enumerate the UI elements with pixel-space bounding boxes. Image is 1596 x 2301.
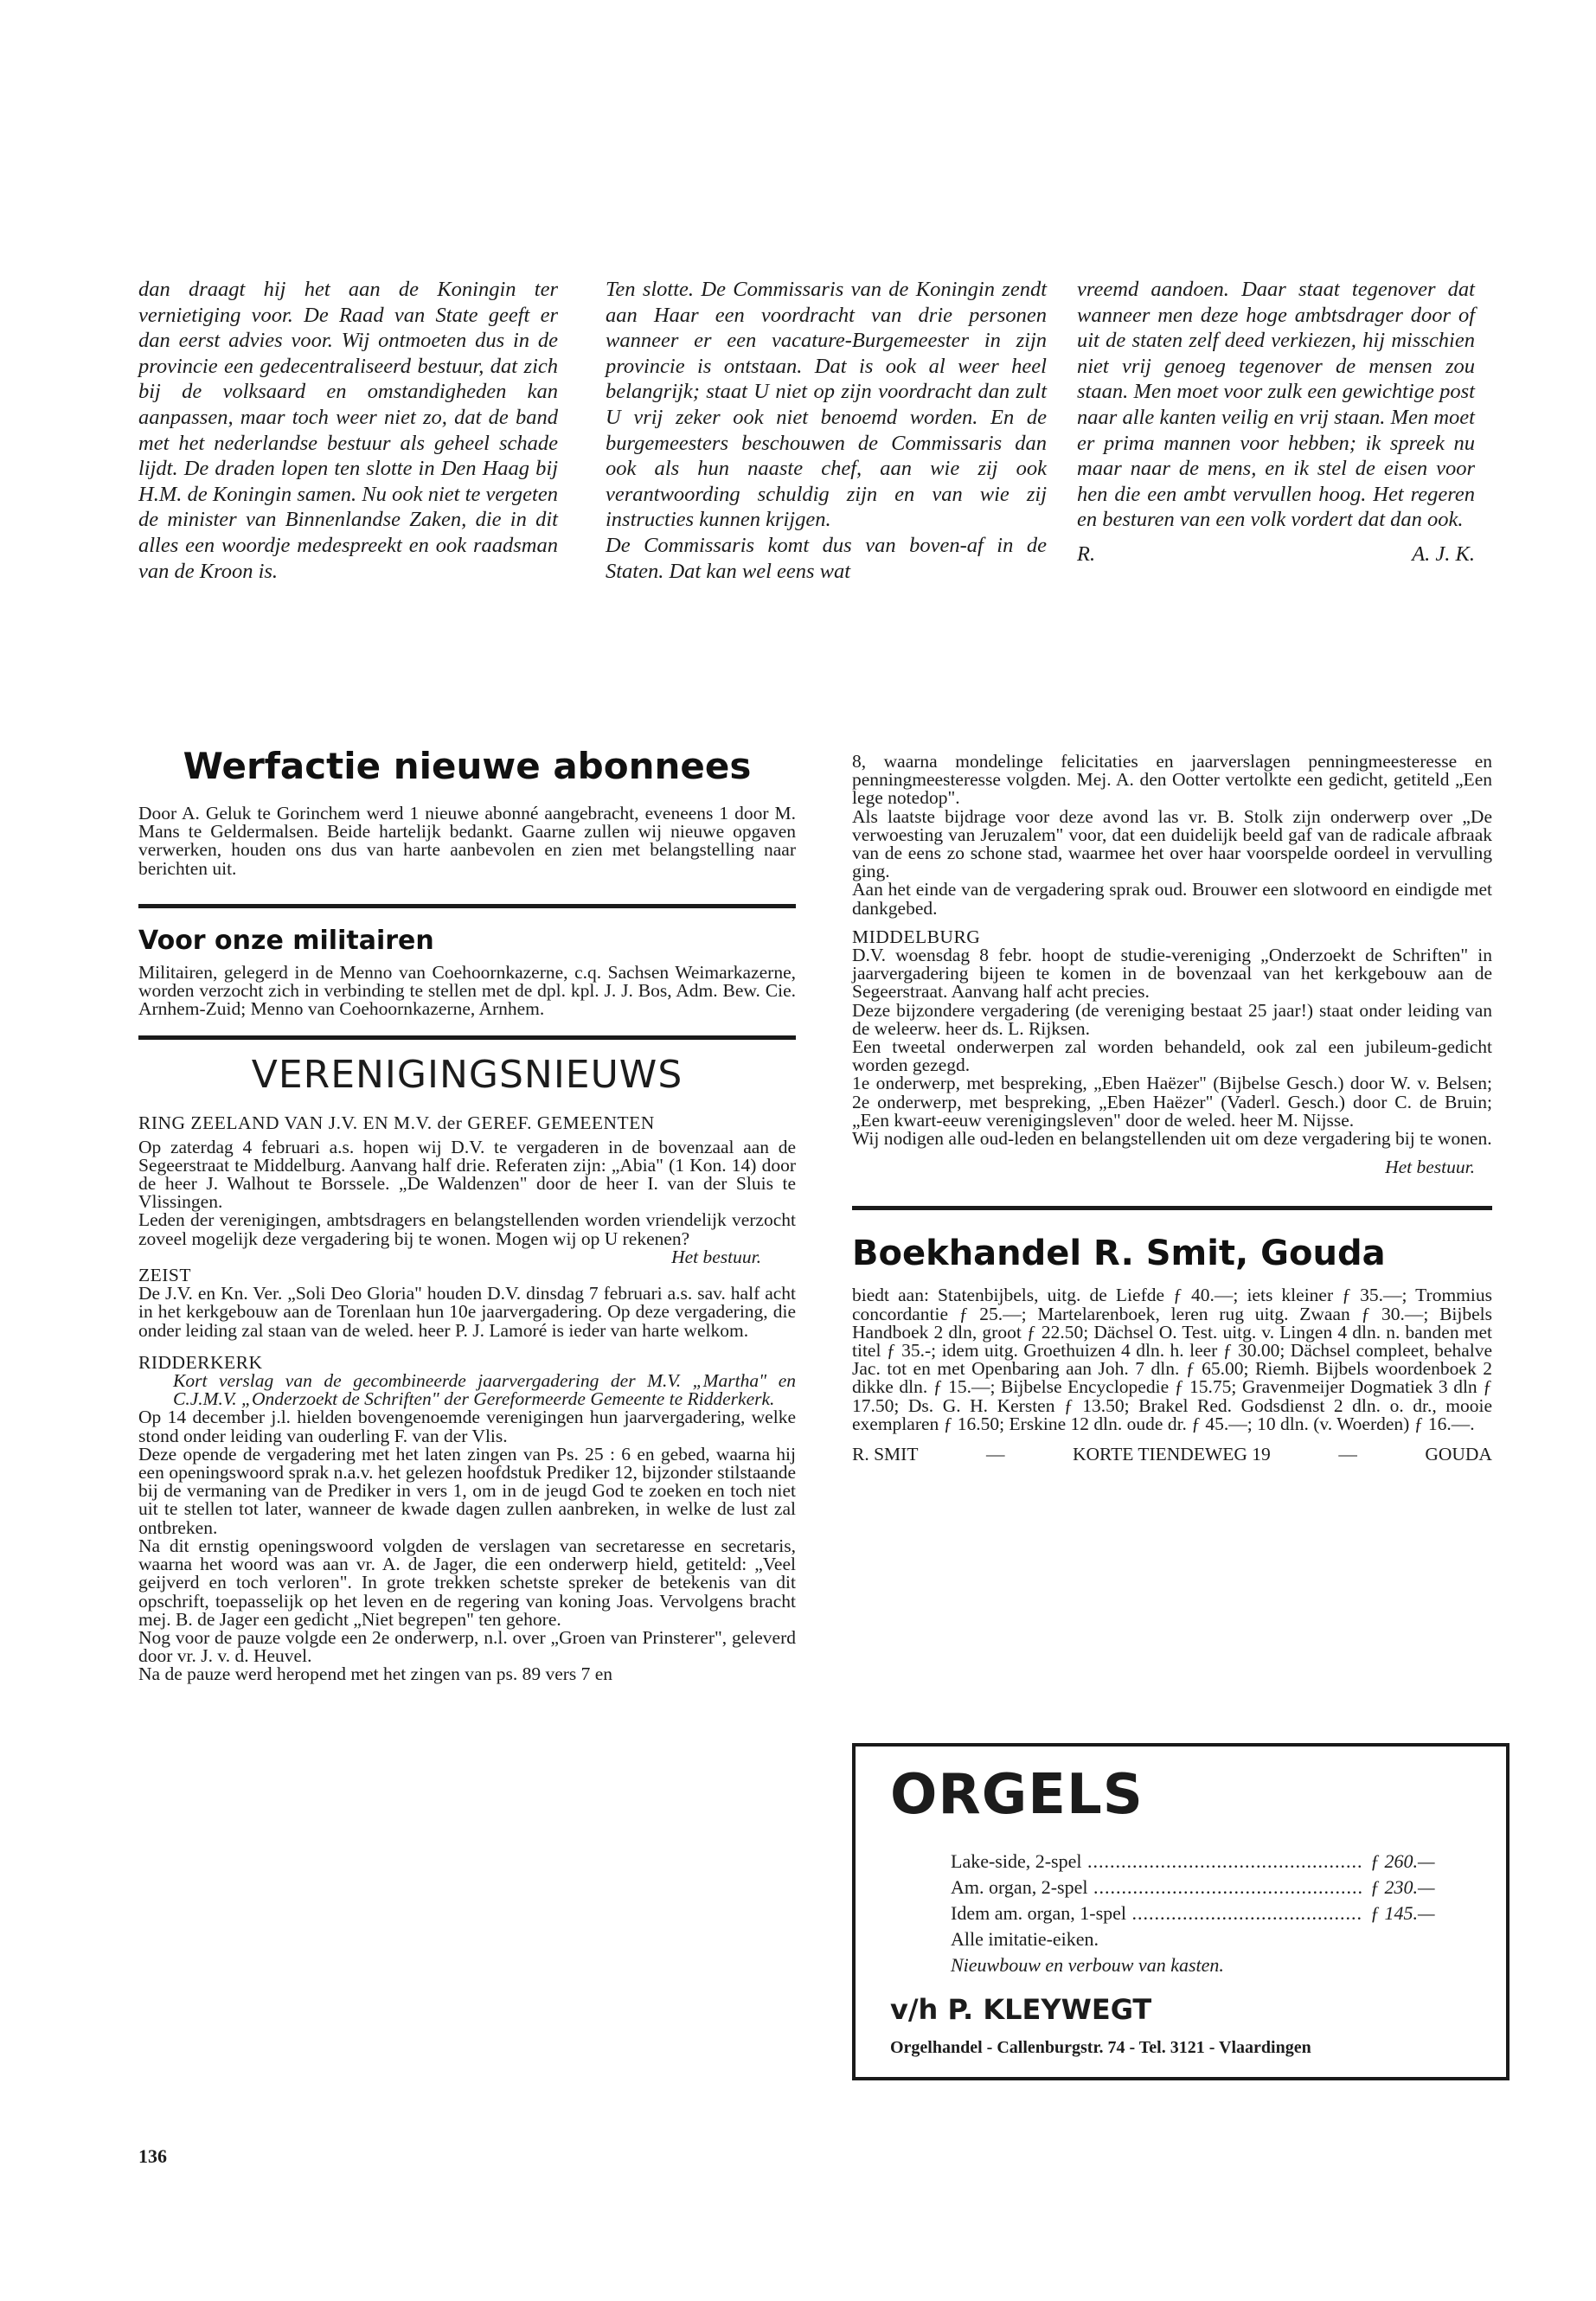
orgel-item-name: Lake-side, 2-spel ..... (951, 1849, 1363, 1875)
right-para3: Aan het einde van de vergadering sprak oud. Brouwer een slotwoord en eindigde met dankgebed. (852, 879, 1492, 919)
right-para1: 8, waarna mondelinge felicitaties en jaarverslagen penningmeesteresse en penningmeesteresse volgden. Mej. A. den Ootter vertolkte een gedicht, getiteld „Een lege notedop". (852, 751, 1492, 809)
top-article-col2 (606, 277, 1047, 584)
page-number: 136 (138, 2145, 167, 2167)
orgels-title: ORGELS (890, 1763, 1144, 1827)
signature-left: R. (1077, 542, 1096, 566)
top-article-col3 (1077, 277, 1475, 567)
footer-dash: — (985, 1444, 1005, 1465)
middelburg-para1: D.V. woensdag 8 febr. hoopt de studie-vereniging „Onderzoekt de Schriften" in jaarvergadering bijeen te komen in de bovenzaal van het kerkgebouw aan de Segeerstraat. Aanvang half acht precies. (852, 945, 1492, 1003)
ridderkerk-para5: Na de pauze werd heropend met het zingen van ps. 89 vers 7 en (138, 1663, 613, 1685)
section-divider (138, 1035, 796, 1040)
right-para2: Als laatste bijdrage voor deze avond las vr. B. Stolk zijn onderwerp over „De verwoesting van Jeruzalem" voor, dat een duidelijk beeld gaf van de radicale afbraak van de eens zo schone stad, waarmee het over haar voorspelde oordeel in vervulling ging. (852, 805, 1492, 882)
signature-right: A. J. K. (1412, 542, 1475, 566)
orgel-item-price: ƒ 260.— (1370, 1850, 1435, 1872)
ridderkerk-para2: Deze opende de vergadering met het laten zingen van Ps. 25 : 6 en gebed, waarna hij een openingswoord sprak n.a.v. het gelezen hoofdstuk Prediker 12, bijzonder stilstaande bij de vermaning van de Prediker in vers 1, om in de jeugd God te zoeken en toch niet uit te stellen tot later, wanneer de kwade dagen zullen aanbreken, in welke de lust zal ontbreken. (138, 1443, 796, 1538)
zeist-heading: ZEIST (138, 1265, 192, 1286)
militairen-text: Militairen, gelegerd in de Menno van Coehoornkazerne, c.q. Sachsen Weimarkazerne, worden verzocht zich in verbinding te stellen met de dpl. kpl. J. J. Bos, Adm. Bew. Cie. Arnhem-Zuid; Menno van Coehoornkazerne, Arnhem. (138, 961, 796, 1020)
middelburg-heading: MIDDELBURG (852, 926, 981, 947)
middelburg-signature: Het bestuur. (1385, 1157, 1475, 1178)
verenigingsnieuws-title: VERENIGINGSNIEUWS (251, 1053, 683, 1098)
orgels-ad (852, 1743, 1509, 2080)
orgel-item-price: ƒ 145.— (1370, 1902, 1435, 1924)
militairen-title: Voor onze militairen (138, 925, 434, 956)
top-article-col1 (138, 277, 558, 584)
orgels-note: Alle imitatie-eiken. (951, 1928, 1099, 1950)
orgels-note-italic: Nieuwbouw en verbouw van kasten. (951, 1954, 1224, 1976)
ridderkerk-heading: RIDDERKERK (138, 1351, 263, 1373)
boekhandel-title: Boekhandel R. Smit, Gouda (852, 1234, 1386, 1274)
orgels-company: v/h P. KLEYWEGT (890, 1993, 1152, 2026)
middelburg-para5: Wij nodigen alle oud-leden en belangstellenden uit om deze vergadering bij te wonen. (852, 1128, 1492, 1150)
werfactie-title: Werfactie nieuwe abonnees (183, 745, 752, 787)
price-row (951, 1849, 1470, 1875)
price-row (951, 1875, 1470, 1900)
ridderkerk-para4: Nog voor de pauze volgde een 2e onderwerp, n.l. over „Groen van Prinsterer", geleverd door vr. J. v. d. Heuvel. (138, 1626, 796, 1667)
boekhandel-text: biedt aan: Statenbijbels, uitg. de Liefde ƒ 40.—; iets kleiner ƒ 35.—; Trommius concordantie ƒ 25.—; Martelarenboek, leren rug uitg. Zwaan ƒ 30.—; Bijbels Handboek 2 dln, groot ƒ 22.50; Dächsel O. Test. uitg. v. Lingen 4 dln. n. banden met titel ƒ 35.-; idem uitg. Groethuizen 4 dln. h. leer ƒ 30.00; Dächsel compleet, behalve Jac. tot en met Openbaring aan Joh. 7 dln. ƒ 65.00; Riemh. Bijbels woordenboek 2 dikke dln. ƒ 15.—; Bijbelse Encyclopedie ƒ 15.75; Gravenmeijer Dogmatiek 3 dln ƒ 17.50; Ds. G. H. Kersten ƒ 13.50; Brakel Red. Godsdienst 2 dln. o. dr., mooie exemplaren ƒ 16.50; Erskine 12 dln. oude dr. ƒ 45.—; 10 dln. (v. Woerden) ƒ 16.—. (852, 1285, 1492, 1434)
left-lower-column (138, 744, 796, 1684)
orgels-price-list (951, 1849, 1470, 1978)
ring-para1: Op zaterdag 4 februari a.s. hopen wij D.V. te vergaderen in de bovenzaal aan de Segeerstraat te Middelburg. Aanvang half drie. Referaten zijn: „Abia" (1 Kon. 14) door de heer J. Walhout te Borssele. „De Waldenzen" door de heer I. van der Sluis te Vlissingen. (138, 1136, 796, 1213)
section-divider (852, 1206, 1492, 1210)
orgel-item-name: Idem am. organ, 1-spel ..... (951, 1900, 1363, 1926)
footer-dash: — (1338, 1444, 1357, 1465)
boekhandel-city: GOUDA (1425, 1444, 1492, 1465)
orgel-item-name: Am. organ, 2-spel ..... (951, 1875, 1363, 1900)
middelburg-para2: Deze bijzondere vergadering (de vereniging bestaat 25 jaar!) staat onder leiding van de weleerw. heer ds. L. Rijksen. (852, 999, 1492, 1039)
price-row (951, 1900, 1470, 1926)
ridderkerk-para1: Op 14 december j.l. hielden bovengenoemde verenigingen hun jaarvergadering, welke stond onder leiding van ouderling F. van der Vlis. (138, 1407, 796, 1446)
ring-para2: Leden der verenigingen, ambtsdragers en belangstellenden worden vriendelijk verzocht zoveel mogelijk deze vergadering bij te wonen. Mogen wij op U rekenen? (138, 1209, 796, 1249)
ridderkerk-intro: Kort verslag van de gecombineerde jaarvergadering der M.V. „Martha" en C.J.M.V. „Onderzoekt de Schriften" der Gereformeerde Gemeente te Ridderkerk. (173, 1370, 796, 1410)
ring-heading: RING ZEELAND VAN J.V. EN M.V. der GEREF. GEMEENTEN (138, 1112, 655, 1134)
right-lower-column (852, 753, 1492, 1464)
zeist-para1: De J.V. en Kn. Ver. „Soli Deo Gloria" houden D.V. dinsdag 7 februari a.s. sav. half acht in het kerkgebouw aan de Torenlaan hun 10e jaarvergadering. Op deze vergadering, die onder leiding zal staan van de weled. heer P. J. Lamoré is ieder van harte welkom. (138, 1283, 796, 1341)
top-col2-para1: Ten slotte. De Commissaris van de Koningin zendt aan Haar een voordracht van drie personen wanneer er een vacature-Burgemeester in zijn provincie is ontstaan. Dat is ook al weer heel belangrijk; staat U niet op zijn voordracht dan zult U vrij zeker ook niet benoemd worden. En de burgemeesters beschouwen de Commissaris dan ook als hun naaste chef, aan wie zij ook verantwoording schuldig zijn en van wie zij instructies kunnen krijgen. (606, 278, 1047, 532)
boekhandel-footer (852, 1445, 1492, 1464)
top-col1-text: dan draagt hij het aan de Koningin ter vernietiging voor. De Raad van State geeft er dan eerst advies voor. Wij ontmoeten dus in de provincie een gedecentraliseerd bestuur, dat zich bij de volksaard en omstandigheden kan aanpassen, maar toch weer niet zo, dat de band met het nederlandse bestuur als geheel schade lijdt. De draden lopen ten slotte in Den Haag bij H.M. de Koningin samen. Nu ook niet te vergeten de minister van Binnenlandse Zaken, die in dit alles een woordje medespreekt en ook raadsman van de Kroon is. (138, 278, 558, 583)
boekhandel-street: KORTE TIENDEWEG 19 (1073, 1444, 1271, 1465)
middelburg-para3: Een tweetal onderwerpen zal worden behandeld, ook zal een jubileum-gedicht worden gezegd. (852, 1036, 1492, 1076)
top-col3-text: vreemd aandoen. Daar staat tegenover dat wanneer men deze hoge ambtsdrager door of uit de staten zelf deed verkiezen, hij misschien niet vrij genoeg tegenover de mensen zou staan. Men moet voor zulk een gewichtige post naar alle kanten veilig en vrij staan. Men moet er prima mannen voor hebben; ik spreek nu maar naar de mens, en ik stel de eisen voor hen die een ambt vervullen hoog. Het regeren en besturen van een volk vordert dat dan ook. (1077, 278, 1475, 532)
middelburg-para4: 1e onderwerp, met bespreking, „Eben Haëzer" (Bijbelse Gesch.) door W. v. Belsen; 2e onderwerp, met bespreking, „Eben Haëzer" (Vaderl. Gesch.) door C. de Bruin; „Een kwart-eeuw verenigingsleven" door de weled. heer M. Nijsse. (852, 1073, 1492, 1131)
signature-row (1077, 542, 1475, 567)
boekhandel-name: R. SMIT (852, 1444, 919, 1465)
orgel-item-price: ƒ 230.— (1370, 1876, 1435, 1898)
ring-signature: Het bestuur. (671, 1246, 761, 1267)
ridderkerk-para3: Na dit ernstig openingswoord volgden de verslagen van secretaresse en secretaris, waarna het woord was aan vr. A. de Jager, die een onderwerp hield, getiteld: „Veel geijverd en toch verloren". In grote trekken schetste spreker de betekenis van dit opschrift, toepasselijk op het leven en de regering van koning Joas. Vervolgens bracht mej. B. de Jager een gedicht „Niet begrepen" ten gehore. (138, 1535, 796, 1630)
orgels-address: Orgelhandel - Callenburgstr. 74 - Tel. 3121 - Vlaardingen (890, 2038, 1311, 2057)
werfactie-text: Door A. Geluk te Gorinchem werd 1 nieuwe abonné aangebracht, eveneens 1 door M. Mans te Geldermalsen. Beide hartelijk bedankt. Gaarne zullen wij nieuwe opgaven verwerken, houden ons dus van harte aanbevolen en zien met belangstelling naar berichten uit. (138, 803, 796, 879)
section-divider (138, 904, 796, 908)
top-col2-para2: De Commissaris komt dus van boven-af in de Staten. Dat kan wel eens wat (606, 533, 1047, 583)
